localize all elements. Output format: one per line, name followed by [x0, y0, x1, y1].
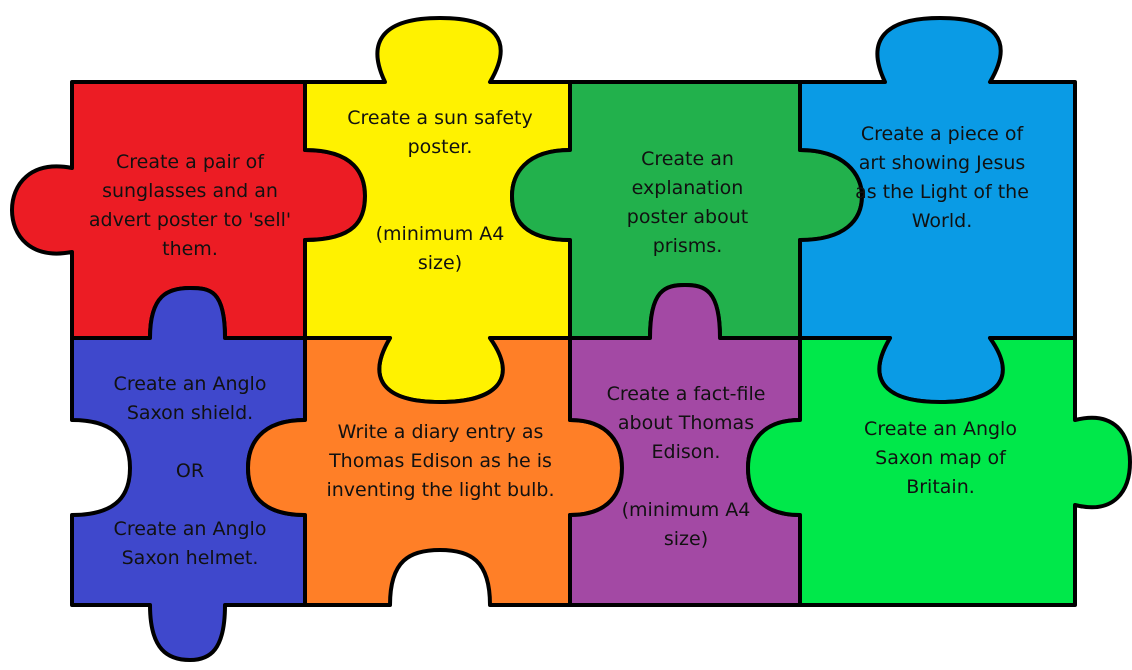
task-sun-safety-poster: Create a sun safety poster. [347, 107, 533, 158]
task-or-separator: OR [175, 460, 205, 482]
task-text-blue [852, 120, 1032, 236]
task-text-red [78, 148, 302, 264]
task-text-indigo [84, 370, 296, 573]
task-anglo-saxon-helmet: Create an Anglo Saxon helmet. [113, 518, 267, 569]
task-anglo-saxon-map: Create an Anglo Saxon map of Britain. [864, 418, 1017, 498]
task-edison-diary: Write a diary entry as Thomas Edison as he is inventing the light bulb. [326, 421, 555, 501]
task-anglo-saxon-shield: Create an Anglo Saxon shield. [113, 373, 267, 424]
task-note-minimum-size: (minimum A4 size) [375, 223, 505, 274]
task-edison-fact-file: Create a fact-file about Thomas Edison. [606, 383, 766, 463]
task-text-orange [318, 418, 563, 505]
task-note-minimum-size: (minimum A4 size) [621, 499, 751, 550]
task-sunglasses-advert: Create a pair of sunglasses and an advert poster to 'sell' them. [88, 151, 292, 260]
task-light-of-world-art: Create a piece of art showing Jesus as the Light of the World. [855, 123, 1029, 232]
task-text-lime [838, 415, 1043, 502]
task-text-green [600, 145, 775, 261]
task-text-yellow [330, 104, 550, 278]
task-prisms-poster: Create an explanation poster about prisms. [626, 148, 749, 257]
task-text-purple [600, 380, 772, 554]
